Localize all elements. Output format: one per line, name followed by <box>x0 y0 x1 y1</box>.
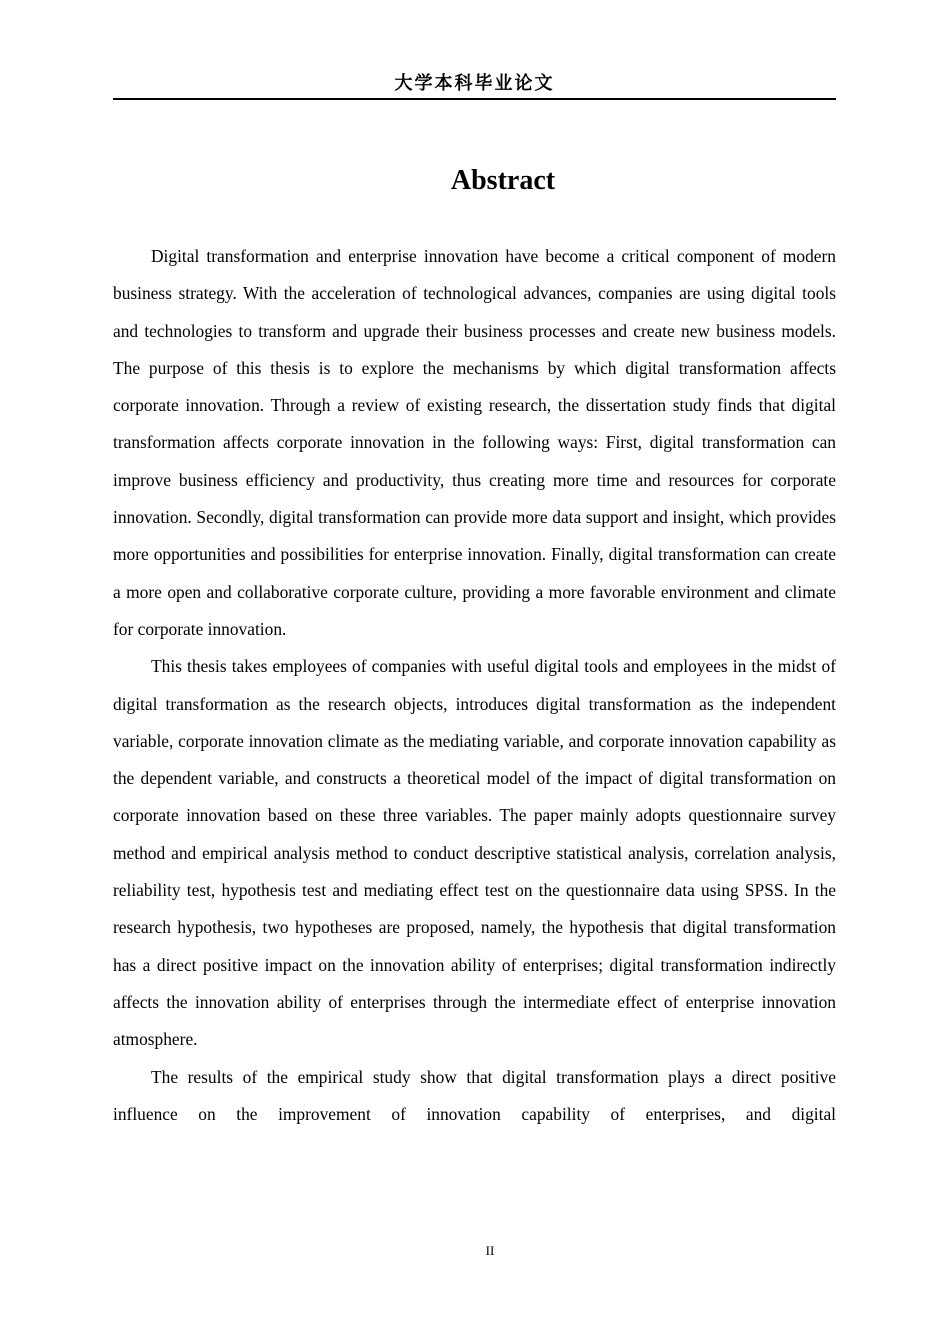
paragraph: This thesis takes employees of companies with useful digital tools and employees in the midst of digital transformation as the research objects, introduces digital transformation as the independent variable, corporate innovation climate as the mediating variable, and corporate innovation capability as the dependent variable, and constructs a theoretical model of the impact of digital transformation on corporate innovation based on these three variables. The paper mainly adopts questionnaire survey method and empirical analysis method to conduct descriptive statistical analysis, correlation analysis, reliability test, hypothesis test and mediating effect test on the questionnaire data using SPSS. In the research hypothesis, two hypotheses are proposed, namely, the hypothesis that digital transformation has a direct positive impact on the innovation ability of enterprises; digital transformation indirectly affects the innovation ability of enterprises through the intermediate effect of enterprise innovation atmosphere. <box>113 656 836 1050</box>
header-rule <box>113 98 836 100</box>
page-number: II <box>485 1243 495 1258</box>
paragraph: Digital transformation and enterprise innovation have become a critical component of modern business strategy. With the acceleration of technological advances, companies are using digital tools and technologies to transform and upgrade their business processes and create new business models. The purpose of this thesis is to explore the mechanisms by which digital transformation affects corporate innovation. Through a review of existing research, the dissertation study finds that digital transformation affects corporate innovation in the following ways: First, digital transformation can improve business efficiency and productivity, thus creating more time and resources for corporate innovation. Secondly, digital transformation can provide more data support and insight, which provides more opportunities and possibilities for enterprise innovation. Finally, digital transformation can create a more open and collaborative corporate culture, providing a more favorable environment and climate for corporate innovation. <box>113 246 836 639</box>
page-title: Abstract <box>450 165 556 196</box>
running-header: 大学本科毕业论文 <box>394 73 555 94</box>
abstract-body <box>113 238 836 1133</box>
paragraph: The results of the empirical study show that digital transformation plays a direct positive influence on the improvement of innovation capability of enterprises, and digital <box>113 1066 836 1124</box>
